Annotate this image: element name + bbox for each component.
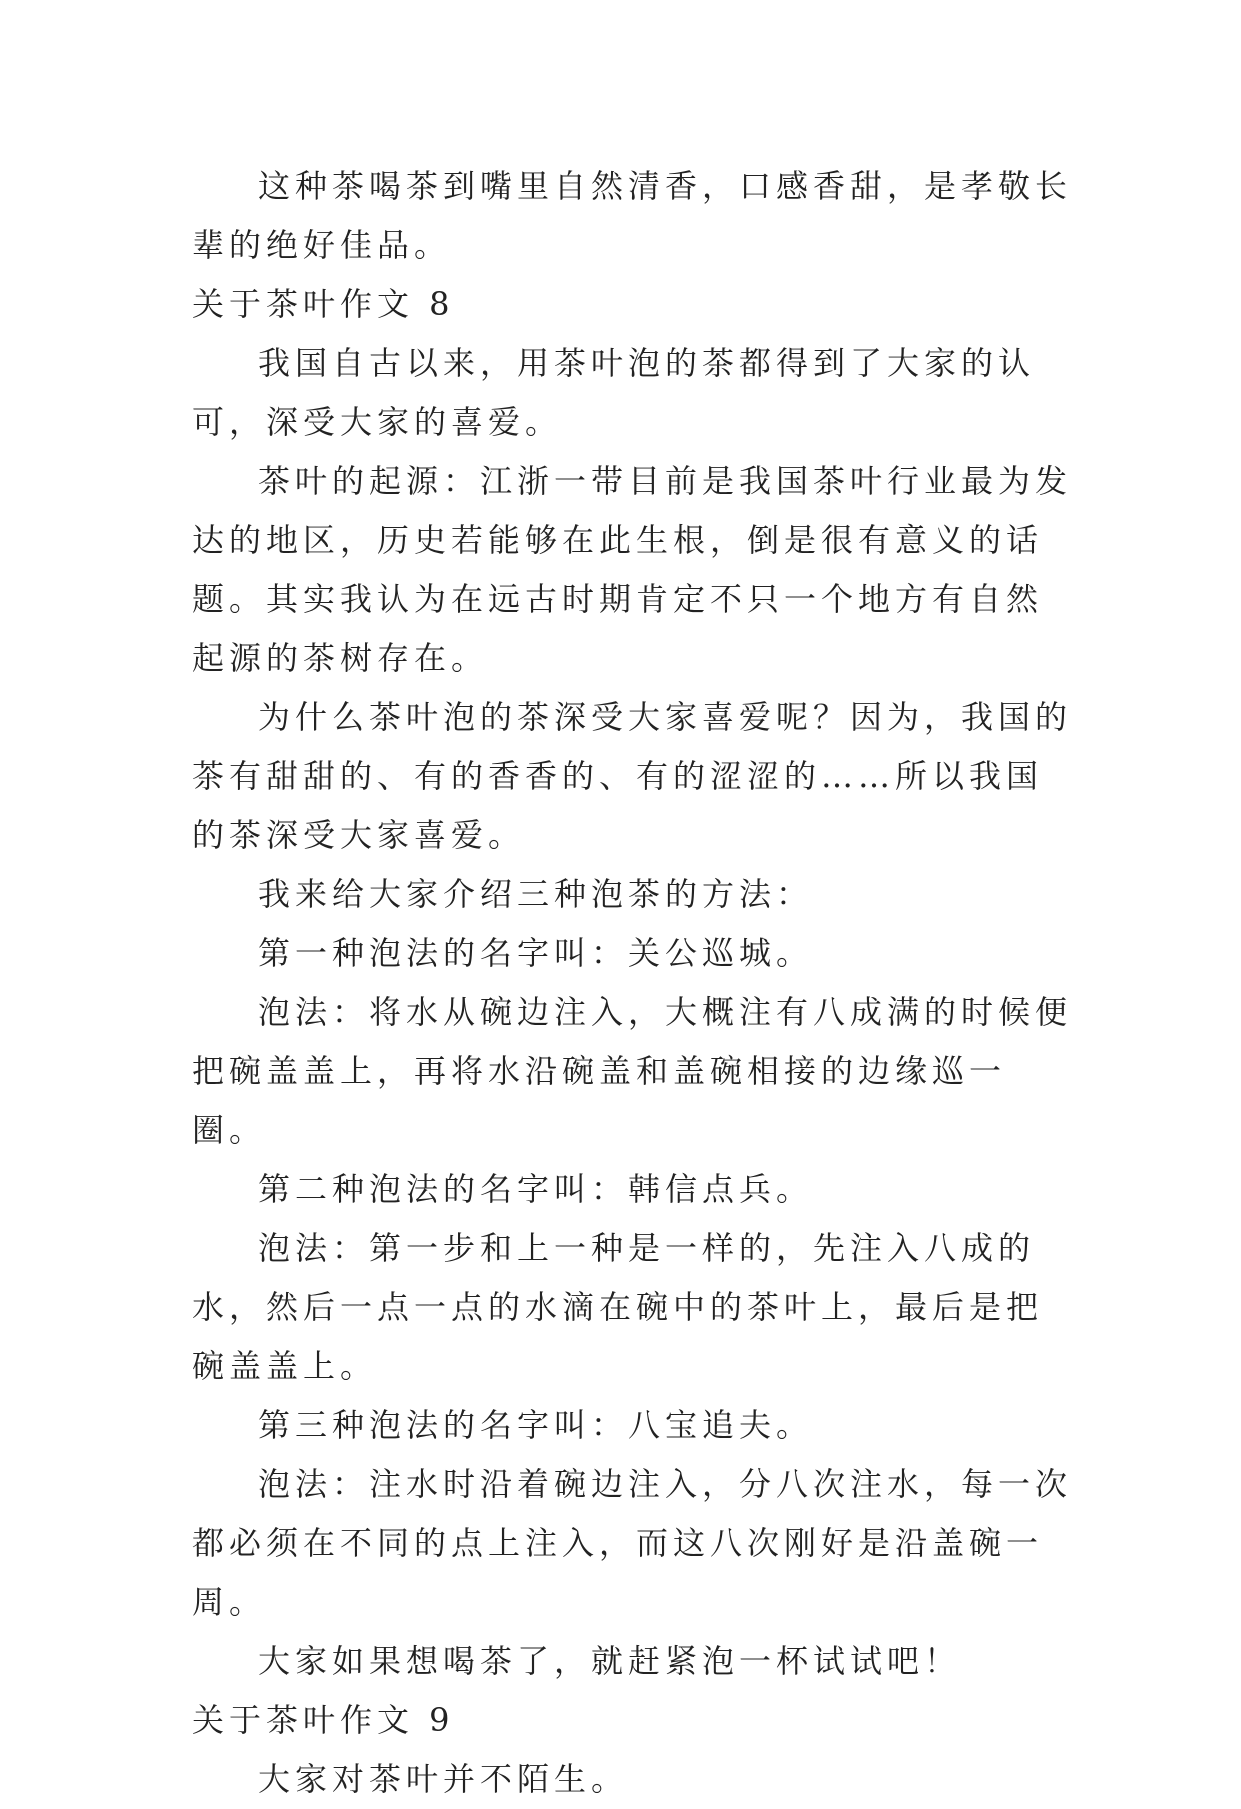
paragraph: 为什么茶叶泡的茶深受大家喜爱呢？因为，我国的茶有甜甜的、有的香香的、有的涩涩的……所以我国的茶深受大家喜爱。: [192, 698, 1073, 854]
document-body: [192, 157, 1072, 1809]
paragraph: 泡法：第一步和上一种是一样的，先注入八成的水，然后一点一点的水滴在碗中的茶叶上，最后是把碗盖盖上。: [192, 1229, 1044, 1385]
paragraph: 第二种泡法的名字叫：韩信点兵。: [258, 1170, 814, 1208]
paragraph: 这种茶喝茶到嘴里自然清香，口感香甜，是孝敬长辈的绝好佳品。: [192, 167, 1073, 264]
section-heading: 关于茶叶作文 9: [192, 1701, 455, 1739]
paragraph: 茶叶的起源：江浙一带目前是我国茶叶行业最为发达的地区，历史若能够在此生根，倒是很有意义的话题。其实我认为在远古时期肯定不只一个地方有自然起源的茶树存在。: [192, 462, 1073, 677]
paragraph: 我来给大家介绍三种泡茶的方法：: [258, 875, 814, 913]
paragraph: 泡法：将水从碗边注入，大概注有八成满的时候便把碗盖盖上，再将水沿碗盖和盖碗相接的边缘巡一圈。: [192, 993, 1073, 1149]
paragraph: 泡法：注水时沿着碗边注入，分八次注水，每一次都必须在不同的点上注入，而这八次刚好是沿盖碗一周。: [192, 1465, 1073, 1621]
paragraph: 第一种泡法的名字叫：关公巡城。: [258, 934, 814, 972]
paragraph: 大家对茶叶并不陌生。: [258, 1760, 629, 1798]
paragraph: 第三种泡法的名字叫：八宝追夫。: [258, 1406, 814, 1444]
paragraph: 大家如果想喝茶了，就赶紧泡一杯试试吧！: [258, 1642, 962, 1680]
paragraph: 我国自古以来，用茶叶泡的茶都得到了大家的认可，深受大家的喜爱。: [192, 344, 1036, 441]
section-heading: 关于茶叶作文 8: [192, 285, 455, 323]
